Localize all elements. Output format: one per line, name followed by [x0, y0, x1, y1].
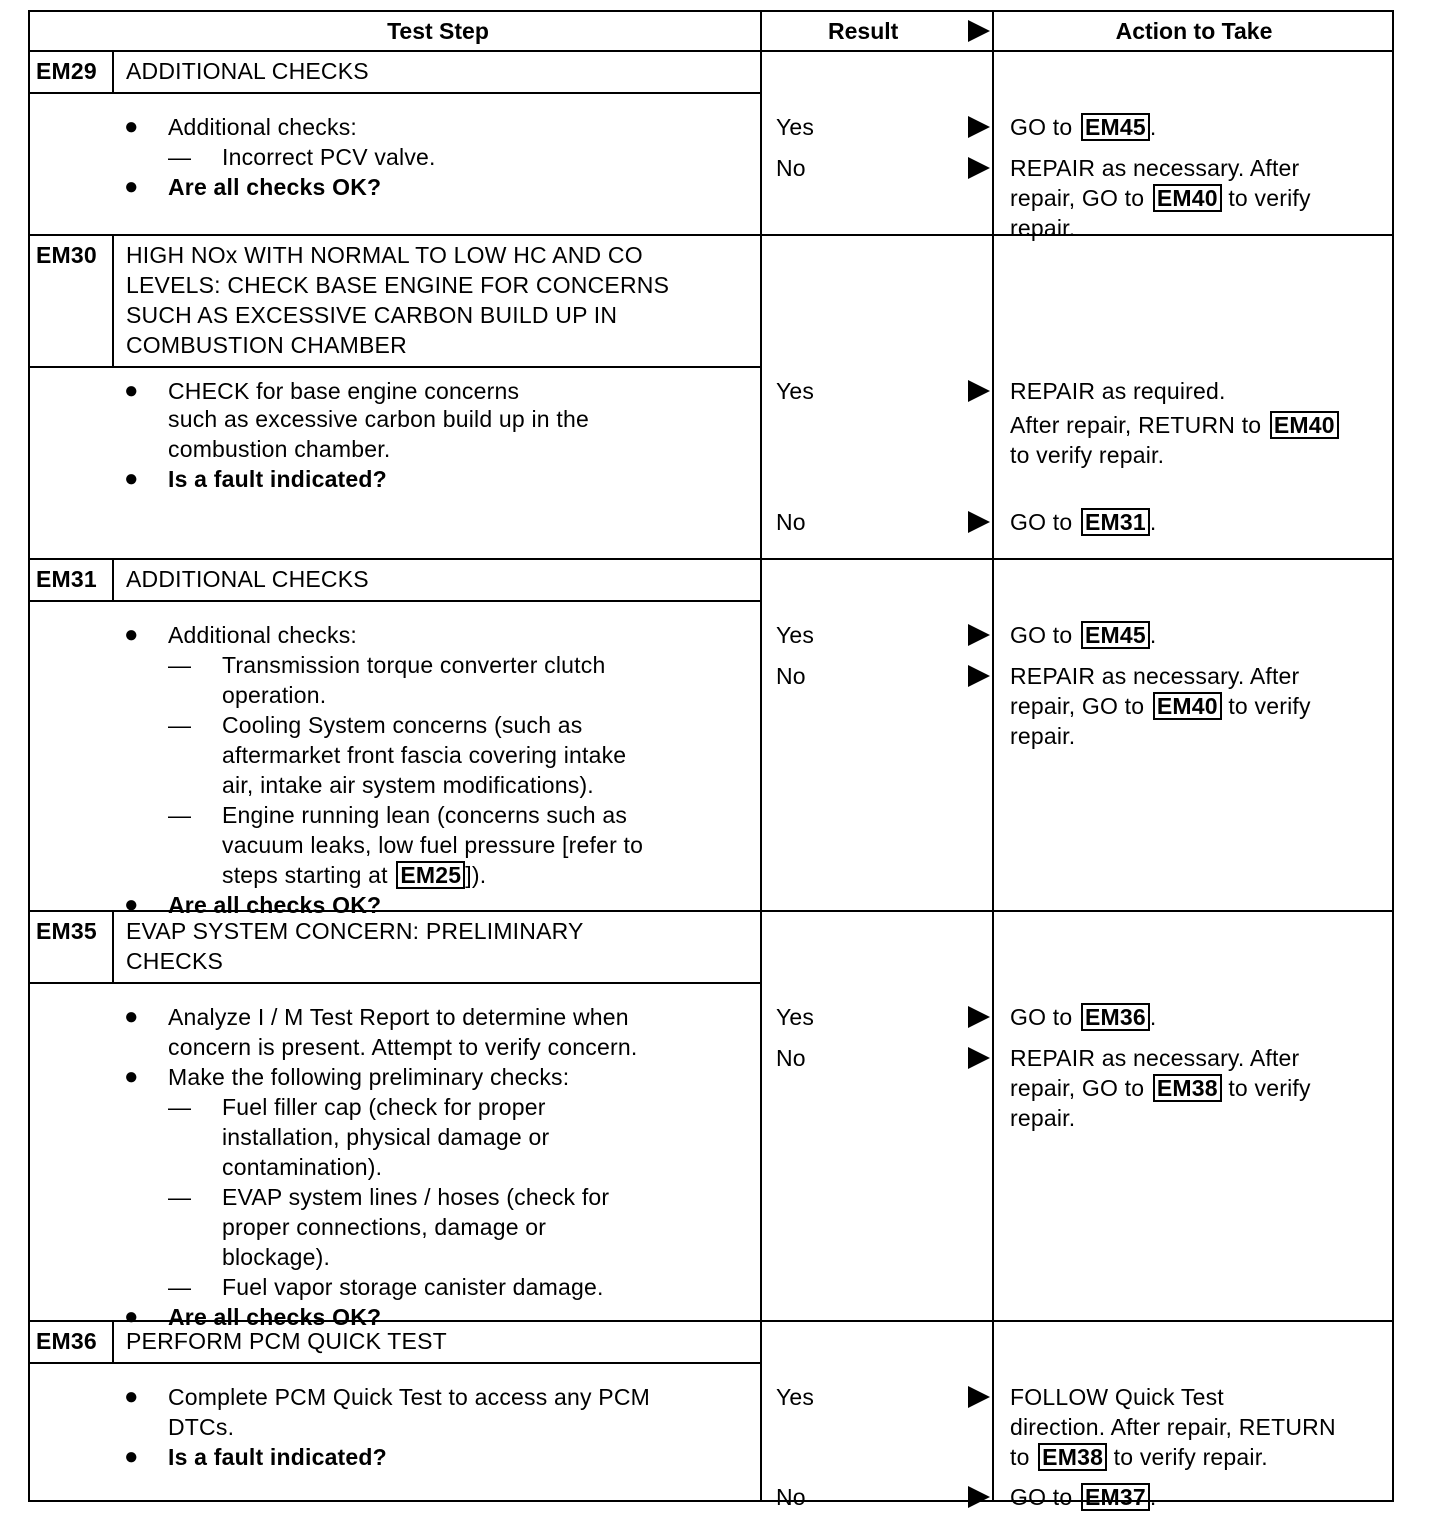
diagnostic-table	[28, 10, 1394, 1510]
step-text: Are all checks OK?	[168, 174, 382, 200]
step-title: CHECKS	[126, 948, 224, 974]
column-divider-action	[992, 10, 994, 1502]
id-divider	[112, 910, 114, 982]
step-text: contamination).	[222, 1154, 383, 1180]
bullet-icon: ●	[124, 377, 139, 404]
step-id: EM35	[36, 918, 97, 944]
action-text: GO to EM45 .	[1010, 622, 1157, 648]
title-divider	[28, 600, 762, 602]
arrow-icon	[968, 624, 990, 646]
step-text: Engine running lean (concerns such as	[222, 802, 628, 828]
bullet-icon: ●	[124, 1303, 139, 1330]
step-text: Is a fault indicated?	[168, 466, 387, 492]
arrow-icon	[968, 380, 990, 402]
row-divider	[28, 234, 1394, 236]
header-result: Result	[828, 18, 899, 44]
dash-icon: —	[168, 144, 192, 170]
step-title: PERFORM PCM QUICK TEST	[126, 1328, 447, 1354]
step-reference-box: EM40	[1270, 411, 1339, 439]
result-yes: Yes	[776, 114, 815, 140]
step-text: Cooling System concerns (such as	[222, 712, 583, 738]
bullet-icon: ●	[124, 1443, 139, 1470]
step-title: EVAP SYSTEM CONCERN: PRELIMINARY	[126, 918, 584, 944]
dash-icon: —	[168, 1274, 192, 1300]
title-divider	[28, 92, 762, 94]
action-text: REPAIR as necessary. After	[1010, 663, 1300, 689]
arrow-icon	[968, 511, 990, 533]
action-text: GO to EM45 .	[1010, 114, 1157, 140]
bullet-icon: ●	[124, 173, 139, 200]
title-divider	[28, 1362, 762, 1364]
step-text: Transmission torque converter clutch	[222, 652, 606, 678]
step-text: such as excessive carbon build up in the	[168, 406, 589, 432]
dash-icon: —	[168, 1094, 192, 1120]
dash-icon: —	[168, 1184, 192, 1210]
result-yes: Yes	[776, 622, 815, 648]
header-test-step: Test Step	[387, 18, 489, 44]
result-no: No	[776, 1045, 806, 1071]
action-text: repair, GO to EM40 to verify	[1010, 693, 1311, 719]
step-title: COMBUSTION CHAMBER	[126, 332, 407, 358]
action-text: repair.	[1010, 723, 1076, 749]
id-divider	[112, 234, 114, 366]
action-text: repair, GO to EM40 to verify	[1010, 185, 1311, 211]
action-text: REPAIR as necessary. After	[1010, 155, 1300, 181]
row-divider	[28, 558, 1394, 560]
result-yes: Yes	[776, 378, 815, 404]
step-text: proper connections, damage or	[222, 1214, 547, 1240]
arrow-icon	[968, 1386, 990, 1408]
arrow-icon	[968, 1006, 990, 1028]
title-divider	[28, 366, 762, 368]
action-text: After repair, RETURN to EM40	[1010, 410, 1339, 440]
step-text: Make the following preliminary checks:	[168, 1064, 570, 1090]
step-text: Additional checks:	[168, 114, 357, 140]
step-text: Fuel vapor storage canister damage.	[222, 1274, 604, 1300]
result-no: No	[776, 155, 806, 181]
column-divider-result	[760, 10, 762, 1502]
step-reference-box: EM31	[1081, 508, 1150, 536]
action-text: repair.	[1010, 1105, 1076, 1131]
step-reference-box: EM38	[1153, 1074, 1222, 1102]
action-text: to verify repair.	[1010, 442, 1165, 468]
result-yes: Yes	[776, 1384, 815, 1410]
id-divider	[112, 558, 114, 600]
step-title: ADDITIONAL CHECKS	[126, 58, 369, 84]
action-text: GO to EM37 .	[1010, 1484, 1157, 1510]
action-text: to EM38 to verify repair.	[1010, 1444, 1268, 1470]
arrow-icon	[968, 665, 990, 687]
step-title: LEVELS: CHECK BASE ENGINE FOR CONCERNS	[126, 272, 670, 298]
step-reference-box: EM40	[1153, 184, 1222, 212]
id-divider	[112, 1320, 114, 1362]
dash-icon: —	[168, 652, 192, 678]
step-reference-box: EM37	[1081, 1483, 1150, 1511]
id-divider	[112, 50, 114, 92]
dash-icon: —	[168, 712, 192, 738]
step-text: combustion chamber.	[168, 436, 391, 462]
step-title: HIGH NOx WITH NORMAL TO LOW HC AND CO	[126, 242, 643, 268]
result-no: No	[776, 509, 806, 535]
action-text: GO to EM36 .	[1010, 1004, 1157, 1030]
action-text: GO to EM31 .	[1010, 509, 1157, 535]
bullet-icon: ●	[124, 113, 139, 140]
arrow-icon	[968, 1047, 990, 1069]
action-text: REPAIR as required.	[1010, 378, 1226, 404]
step-text: installation, physical damage or	[222, 1124, 550, 1150]
step-text: air, intake air system modifications).	[222, 772, 594, 798]
arrow-icon	[968, 157, 990, 179]
action-text: repair, GO to EM38 to verify	[1010, 1075, 1311, 1101]
step-reference-box: EM38	[1038, 1443, 1107, 1471]
bullet-icon: ●	[124, 1003, 139, 1030]
result-yes: Yes	[776, 1004, 815, 1030]
bullet-icon: ●	[124, 1063, 139, 1090]
step-text: CHECK for base engine concerns	[168, 378, 520, 404]
step-id: EM31	[36, 566, 97, 592]
result-no: No	[776, 663, 806, 689]
step-text: Analyze I / M Test Report to determine when	[168, 1004, 629, 1030]
action-text: FOLLOW Quick Test	[1010, 1384, 1224, 1410]
dash-icon: —	[168, 802, 192, 828]
step-id: EM36	[36, 1328, 97, 1354]
arrow-icon	[968, 1486, 990, 1508]
step-text: Are all checks OK?	[168, 892, 382, 918]
step-id: EM30	[36, 242, 97, 268]
step-text: aftermarket front fascia covering intake	[222, 742, 627, 768]
step-text: DTCs.	[168, 1414, 235, 1440]
step-text: Are all checks OK?	[168, 1304, 382, 1330]
step-text: concern is present. Attempt to verify concern.	[168, 1034, 638, 1060]
step-reference-box: EM25	[396, 861, 465, 889]
step-text: operation.	[222, 682, 327, 708]
arrow-icon	[968, 116, 990, 138]
step-text: steps starting at EM25 ]).	[222, 862, 487, 888]
step-title: SUCH AS EXCESSIVE CARBON BUILD UP IN	[126, 302, 618, 328]
step-text: EVAP system lines / hoses (check for	[222, 1184, 610, 1210]
step-reference-box: EM45	[1081, 113, 1150, 141]
step-text: Fuel filler cap (check for proper	[222, 1094, 546, 1120]
step-reference-box: EM45	[1081, 621, 1150, 649]
action-text: direction. After repair, RETURN	[1010, 1414, 1336, 1440]
step-text: vacuum leaks, low fuel pressure [refer to	[222, 832, 644, 858]
action-text: repair.	[1010, 215, 1076, 241]
bullet-icon: ●	[124, 465, 139, 492]
bullet-icon: ●	[124, 1383, 139, 1410]
step-text: Incorrect PCV valve.	[222, 144, 436, 170]
bullet-icon: ●	[124, 891, 139, 918]
action-text: REPAIR as necessary. After	[1010, 1045, 1300, 1071]
step-text: blockage).	[222, 1244, 331, 1270]
step-title: ADDITIONAL CHECKS	[126, 566, 369, 592]
bullet-icon: ●	[124, 621, 139, 648]
step-reference-box: EM40	[1153, 692, 1222, 720]
result-no: No	[776, 1484, 806, 1510]
title-divider	[28, 982, 762, 984]
step-reference-box: EM36	[1081, 1003, 1150, 1031]
step-text: Complete PCM Quick Test to access any PCM	[168, 1384, 650, 1410]
header-arrow-icon	[968, 20, 990, 42]
step-text: Additional checks:	[168, 622, 357, 648]
header-action: Action to Take	[1115, 18, 1273, 44]
header-divider	[28, 50, 1394, 52]
step-text: Is a fault indicated?	[168, 1444, 387, 1470]
step-id: EM29	[36, 58, 97, 84]
